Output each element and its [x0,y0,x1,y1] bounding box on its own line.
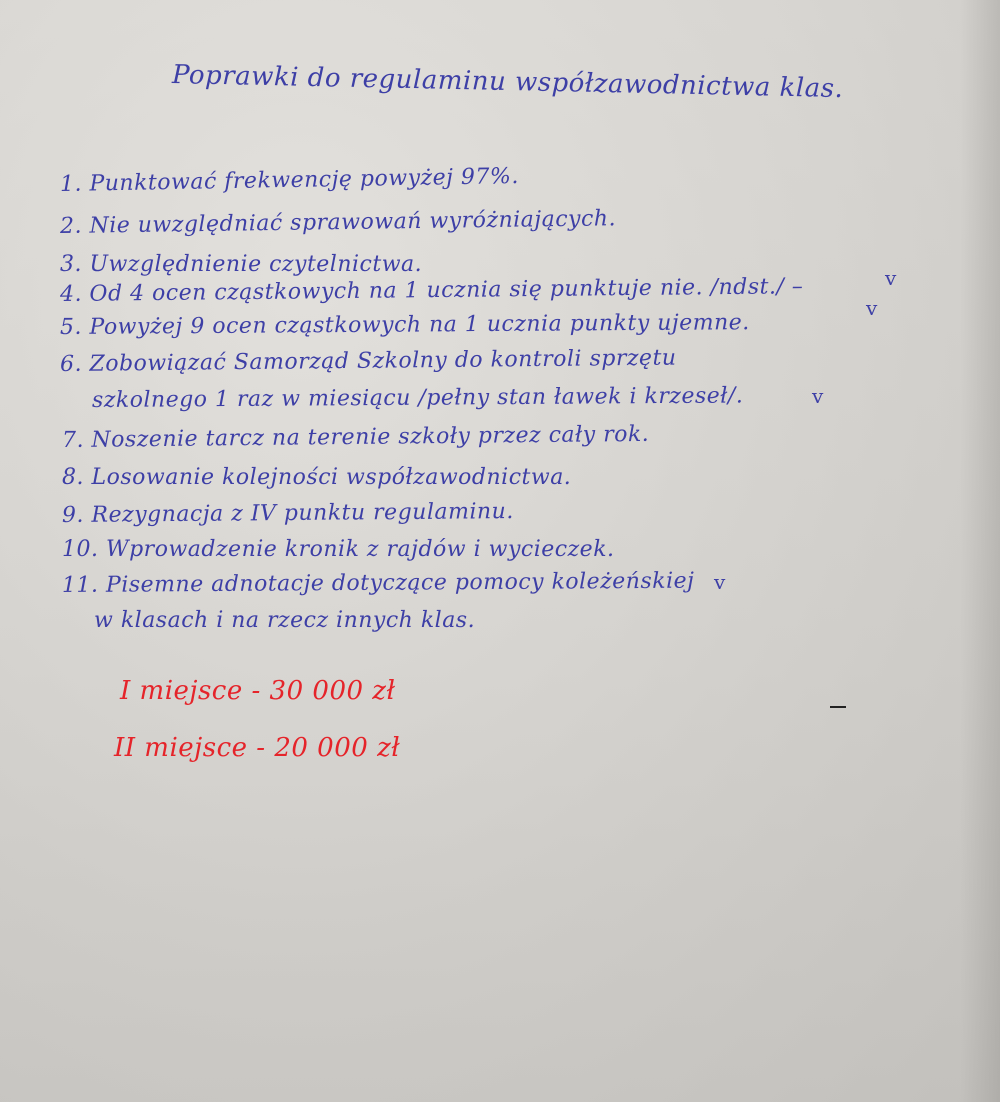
list-item-6: 6. Zobowiązać Samorząd Szkolny do kontroli sprzętu [59,345,677,377]
first-place-prize: I miejsce - 30 000 zł [120,676,396,706]
list-item-4: 4. Od 4 ocen cząstkowych na 1 ucznia się punktuje nie. /ndst./ – [59,274,804,307]
list-item-7: 7. Noszenie tarcz na terenie szkoły przez cały rok. [61,421,650,453]
second-place-prize: II miejsce - 20 000 zł [114,733,401,763]
list-item-11: 11. Pisemne adnotacje dotyczące pomocy koleżeńskiej [61,568,695,598]
check-mark-icon: v [714,570,726,594]
check-mark-icon: v [885,266,897,290]
list-item-10: 10. Wprowadzenie kronik z rajdów i wycieczek. [62,537,615,562]
check-mark-icon: v [866,296,878,320]
pencil-dash-mark [830,706,846,708]
check-mark-icon: v [812,384,824,408]
list-item-6-continuation: szkolnego 1 raz w miesiącu /pełny stan ławek i krzeseł/. [91,383,744,413]
list-item-8: 8. Losowanie kolejności współzawodnictwa. [62,465,572,490]
document-title: Poprawki do regulaminu współzawodnictwa klas. [171,60,844,105]
list-item-1: 1. Punktować frekwencję powyżej 97%. [59,163,520,197]
list-item-11-continuation: w klasach i na rzecz innych klas. [94,608,476,633]
list-item-2: 2. Nie uwzględniać sprawowań wyróżniających. [59,206,617,239]
list-item-9: 9. Rezygnacja z IV punktu regulaminu. [61,499,514,528]
list-item-5: 5. Powyżej 9 ocen cząstkowych na 1 ucznia punkty ujemne. [59,310,750,340]
list-item-3: 3. Uwzględnienie czytelnictwa. [60,252,423,277]
